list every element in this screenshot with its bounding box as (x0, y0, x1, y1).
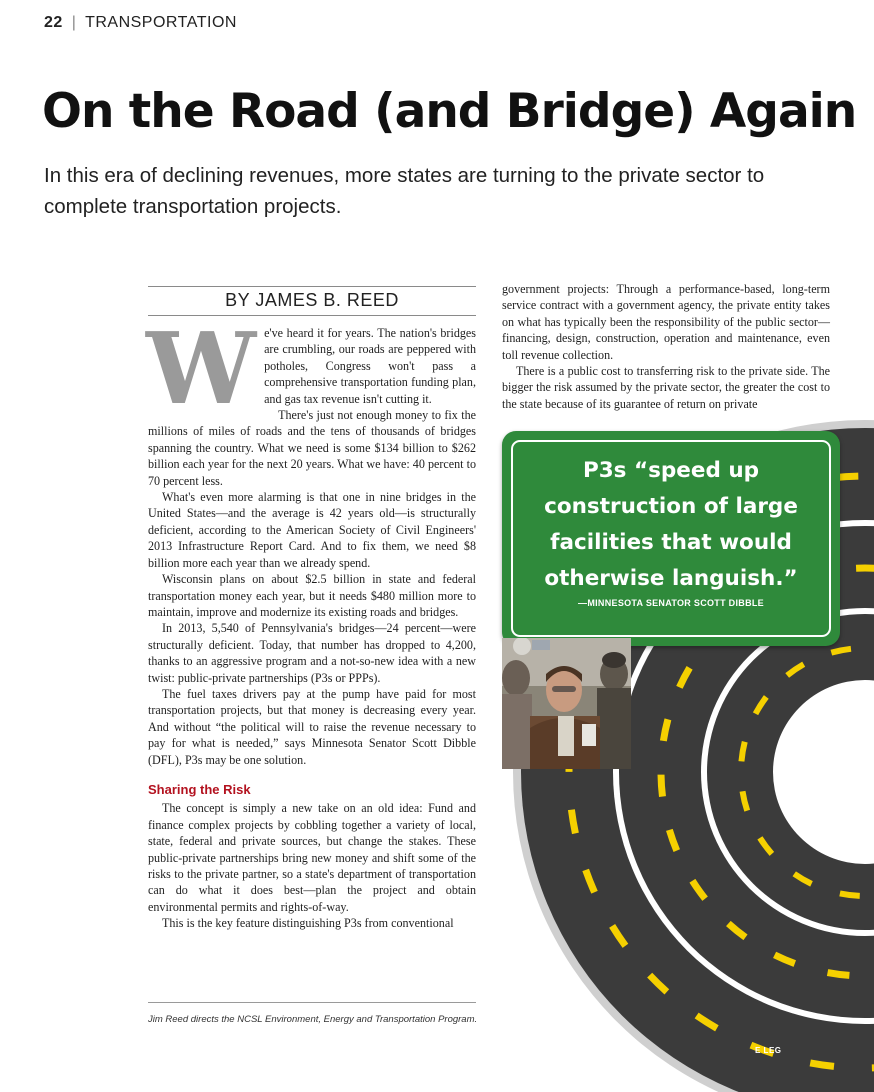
running-head-separator: | (71, 14, 77, 31)
drop-cap: W (146, 312, 257, 427)
subhead: Sharing the Risk (148, 781, 251, 797)
pull-quote-sign (502, 431, 840, 646)
paragraph: In 2013, 5,540 of Pennsylvania's bridges—24 percent—were structurally deficient. Today, that number has dropped to 4,200, thanks to an aggressive program and a not-so-new idea with a new twist: public-private partnerships (P3s or PPPs). (148, 621, 476, 685)
paragraph: There's just not enough money to fix the millions of miles of roads and the tens of thousands of bridges spanning the country. What we need is some $134 billion to $262 billion each year for the next 20 years. What we have: 40 percent to 70 percent less. (148, 408, 476, 488)
author-footnote: Jim Reed directs the NCSL Environment, Energy and Transportation Program. (148, 1014, 478, 1025)
paragraph: The fuel taxes drivers pay at the pump have paid for most transportation projects, but that money is decreasing every year. And without “the political will to raise the revenue necessary to pay for what is needed,” says Minnesota Senator Scott Dibble (DFL), P3s may be one solution. (148, 686, 476, 767)
paragraph: government projects: Through a performance-based, long-term service contract with a government agency, the private entity takes on what has typically been the responsibility of the public sector—financing, design, construction, operation and maintenance, even toll revenue collection. (502, 282, 830, 362)
paragraph: The concept is simply a new take on an old idea: Fund and finance complex projects by cobbling together a variety of local, state, federal and private sources, but change the stakes. These public-private partnerships bring new money and shift some of the risks to the private partner, so a state's department of transportation can do what it does best—plan the project and obtain environmental permits and rights-of-way. (148, 801, 476, 914)
article-column-2 (502, 281, 830, 412)
paragraph: What's even more alarming is that one in nine bridges in the United States—and the average is 42 years old—is structurally deficient, according to the American Society of Civil Engineers' 2013 Infrastructure Report Card. And to fix them, we need $8 billion more each year than we already spend. (148, 490, 476, 570)
headline: On the Road (and Bridge) Again (42, 84, 857, 139)
paragraph: e've heard it for years. The nation's bridges are crumbling, our roads are peppered with potholes, Congress won't pass a comprehensive transportation funding plan, and gas tax revenue isn't cutting it. (264, 326, 476, 406)
pull-quote-attribution: —MINNESOTA SENATOR SCOTT DIBBLE (578, 598, 764, 608)
pull-quote-line: facilities that would (550, 530, 792, 555)
pull-quote-line: otherwise languish.” (544, 566, 798, 591)
paragraph: This is the key feature distinguishing P3s from conventional (162, 916, 454, 931)
pull-quote-line: construction of large (544, 494, 798, 519)
running-head (44, 14, 237, 32)
footnote-rule (148, 1002, 476, 1003)
partial-logo-text: E LEG (755, 1046, 782, 1055)
paragraph: Wisconsin plans on about $2.5 billion in state and federal transportation money each year, but it needs $480 million more to maintain, improve and modernize its existing roads and bridges. (148, 572, 476, 619)
section-name: TRANSPORTATION (85, 14, 237, 31)
senator-photo (502, 638, 631, 769)
paragraph: There is a public cost to transferring risk to the private side. The bigger the risk assumed by the private sector, the greater the cost to the state because of its guarantee of return on private (502, 364, 830, 411)
page-number: 22 (44, 14, 63, 31)
dek: In this era of declining revenues, more states are turning to the private sector to complete transportation projects. (44, 164, 765, 218)
pull-quote-line: P3s “speed up (582, 458, 760, 483)
pull-quote-text (502, 453, 840, 597)
article-column-1 (146, 312, 476, 932)
byline: BY JAMES B. REED (148, 286, 476, 316)
